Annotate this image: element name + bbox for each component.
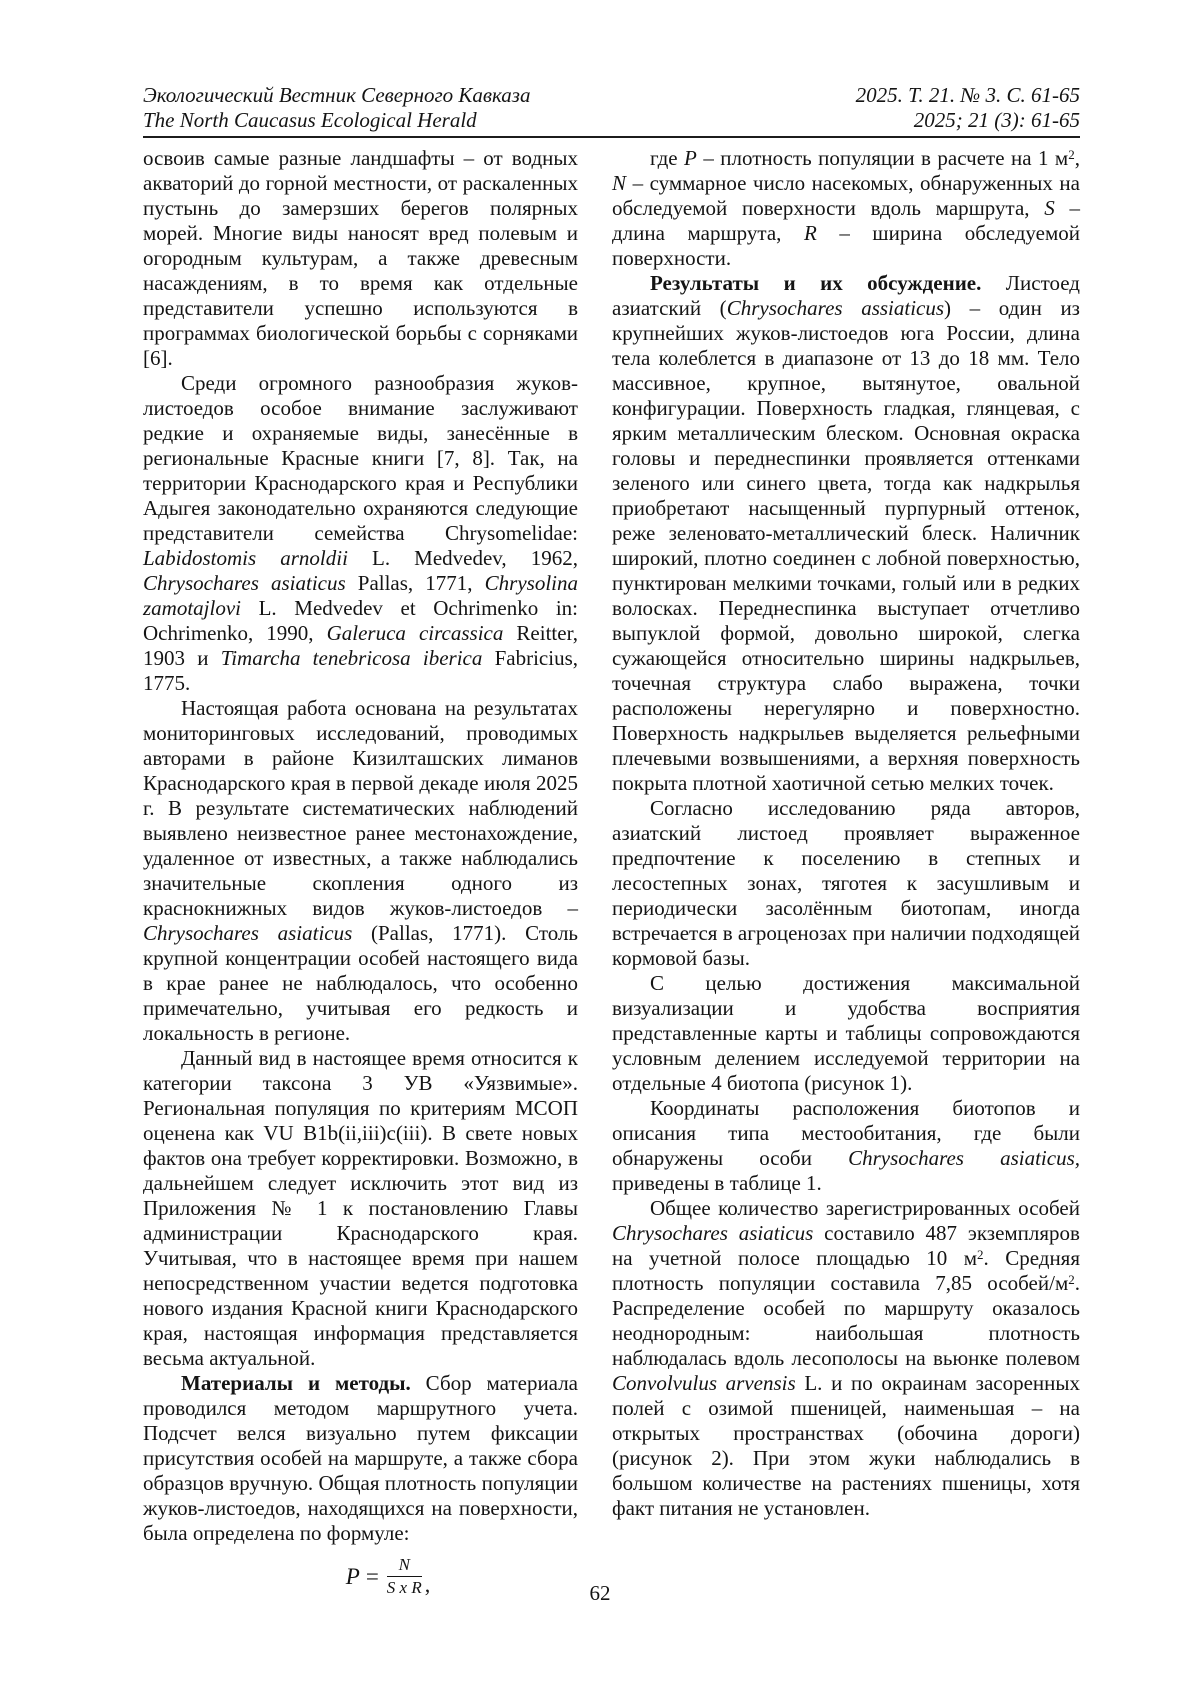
column-right-paragraphs	[612, 146, 1080, 1521]
formula-equals-sign: =	[365, 1563, 379, 1589]
paragraph: освоив самые разные ландшафты – от водных акваторий до горной местности, от раскаленных пустынь до замерзших берегов полярных морей. Многие виды наносят вред полевым и огородным культурам, а также древесным насаждениям, в то время как отдельные представители успешно используются в программах биологической борьбы с сорняками [6].	[143, 146, 578, 370]
paragraph: Координаты расположения биотопов и описания типа местообитания, где были обнаружены особи Chrysochares asiaticus, приведены в таблице 1.	[612, 1096, 1080, 1195]
journal-title-en: The North Caucasus Ecological Herald	[143, 108, 477, 132]
paragraph: Общее количество зарегистрированных особей Chrysochares asiaticus составило 487 экземпляров на учетной полосе площадью 10 $м^2$. Средняя плотность популяции составила 7,85 особей/$м^2$. Распределение особей по маршруту оказалось неоднородным: наибольшая плотность наблюдалась вдоль лесополосы на вьюнке полевом Convolvulus arvensis L. и по окраинам засоренных полей с озимой пшеницей, наименьшая – на открытых пространствах (обочина дороги) (рисунок 2). При этом жуки наблюдались в большом количестве на растениях пшеницы, хотя факт питания не установлен.	[612, 1196, 1080, 1520]
paragraph: где P – плотность популяции в расчете на 1 $м^2$, N – суммарное число насекомых, обнаруженных на обследуемой поверхности вдоль маршрута, S – длина маршрута, R – ширина обследуемой поверхности.	[612, 146, 1081, 270]
journal-title-block	[143, 83, 531, 133]
paragraph: Настоящая работа основана на результатах мониторинговых исследований, проводимых авторами в районе Кизилташских лиманов Краснодарского края в первой декаде июля 2025 г. В результате систематических наблюдений выявлено неизвестное ранее местонахождение, удаленное от известных, а также наблюдались значительные скопления одного из краснокнижных видов жуков-листоедов – Chrysochares asiaticus (Pallas, 1771). Столь крупной концентрации особей настоящего вида в крае ранее не наблюдалось, что особенно примечательно, учитывая его редкость и локальность в регионе.	[143, 696, 578, 1045]
issue-info-block	[856, 83, 1080, 133]
journal-title-ru: Экологический Вестник Северного Кавказа	[143, 83, 531, 107]
formula-numerator: N	[387, 1555, 422, 1577]
paragraph: Согласно исследованию ряда авторов, азиатский листоед проявляет выраженное предпочтение к поселению в степных и лесостепных зонах, тяготея к засушливым и периодически засолённым биотопам, иногда встречается в агроценозах при наличии подходящей кормовой базы.	[612, 796, 1080, 970]
paragraph: Среди огромного разнообразия жуков-листоедов особое внимание заслуживают редкие и охраняемые виды, занесённые в региональные Красные книги [7, 8]. Так, на территории Краснодарского края и Республики Адыгея законодательно охраняются следующие представители семейства Chrysomelidae: Labidostomis arnoldii L. Medvedev, 1962, Chrysochares asiaticus Pallas, 1771, Chrysolina zamotajlovi L. Medvedev et Ochrimenko in: Ochrimenko, 1990, Galeruca circassica Reitter, 1903 и Timarcha tenebricosa iberica Fabricius, 1775.	[143, 371, 578, 695]
page-number: 62	[589, 1581, 611, 1605]
formula-comma: ,	[424, 1572, 431, 1597]
column-right	[612, 146, 1080, 1598]
issue-info-en: 2025; 21 (3): 61-65	[913, 108, 1080, 132]
page-content	[143, 83, 1080, 1598]
formula-variable-p: P	[345, 1563, 360, 1589]
paragraph: С целью достижения максимальной визуализации и удобства восприятия представленные карты и таблицы сопровождаются условным делением исследуемой территории на отдельные 4 биотопа (рисунок 1).	[612, 971, 1080, 1095]
column-left-paragraphs	[143, 146, 578, 1546]
paragraph: Результаты и их обсуждение. Листоед азиатский (Chrysochares assiaticus) – один из крупнейших жуков-листоедов юга России, длина тела колеблется в диапазоне от 13 до 18 мм. Тело массивное, крупное, вытянутое, овальной конфигурации. Поверхность гладкая, глянцевая, с ярким металлическим блеском. Основная окраска головы и переднеспинки проявляется оттенками зеленого или синего цвета, тогда как надкрылья приобретают насыщенный пурпурный оттенок, реже зеленовато-металлический блеск. Наличник широкий, плотно соединен с лобной поверхностью, пунктирован мелкими точками, голый или в редких волосках. Переднеспинка выступает отчетливо выпуклой формой, довольно широкой, слегка сужающейся относительно ширины надкрыльев, точечная структура слабо выражена, точки расположены нерегулярно и поверхностно. Поверхность надкрыльев выделяется рельефными плечевыми возвышениями, а верхняя поверхность покрыта плотной хаотичной сетью мелких точек.	[612, 271, 1080, 795]
journal-header	[143, 83, 1080, 133]
paragraph: Материалы и методы. Сбор материала проводился методом маршрутного учета. Подсчет велся визуально путем фиксации присутствия особей на маршруте, а также сбора образцов вручную. Общая плотность популяции жуков-листоедов, находящихся на поверхности, была определена по формуле:	[143, 1371, 578, 1545]
formula-denominator: S x R	[386, 1578, 422, 1597]
column-left	[143, 146, 578, 1598]
header-rule	[143, 136, 1080, 138]
article-body	[143, 146, 1080, 1598]
issue-info-ru: 2025. Т. 21. № 3. С. 61-65	[855, 83, 1080, 107]
paragraph: Данный вид в настоящее время относится к категории таксона 3 УВ «Уязвимые». Региональная популяция по критериям МСОП оценена как VU B1b(ii,iii)c(iii). В свете новых фактов она требует корректировки. Возможно, в дальнейшем следует исключить этот вид из Приложения № 1 к постановлению Главы администрации Краснодарского края. Учитывая, что в настоящее время при нашем непосредственном участии ведется подготовка нового издания Красной книги Краснодарского края, настоящая информация представляется весьма актуальной.	[143, 1046, 578, 1370]
